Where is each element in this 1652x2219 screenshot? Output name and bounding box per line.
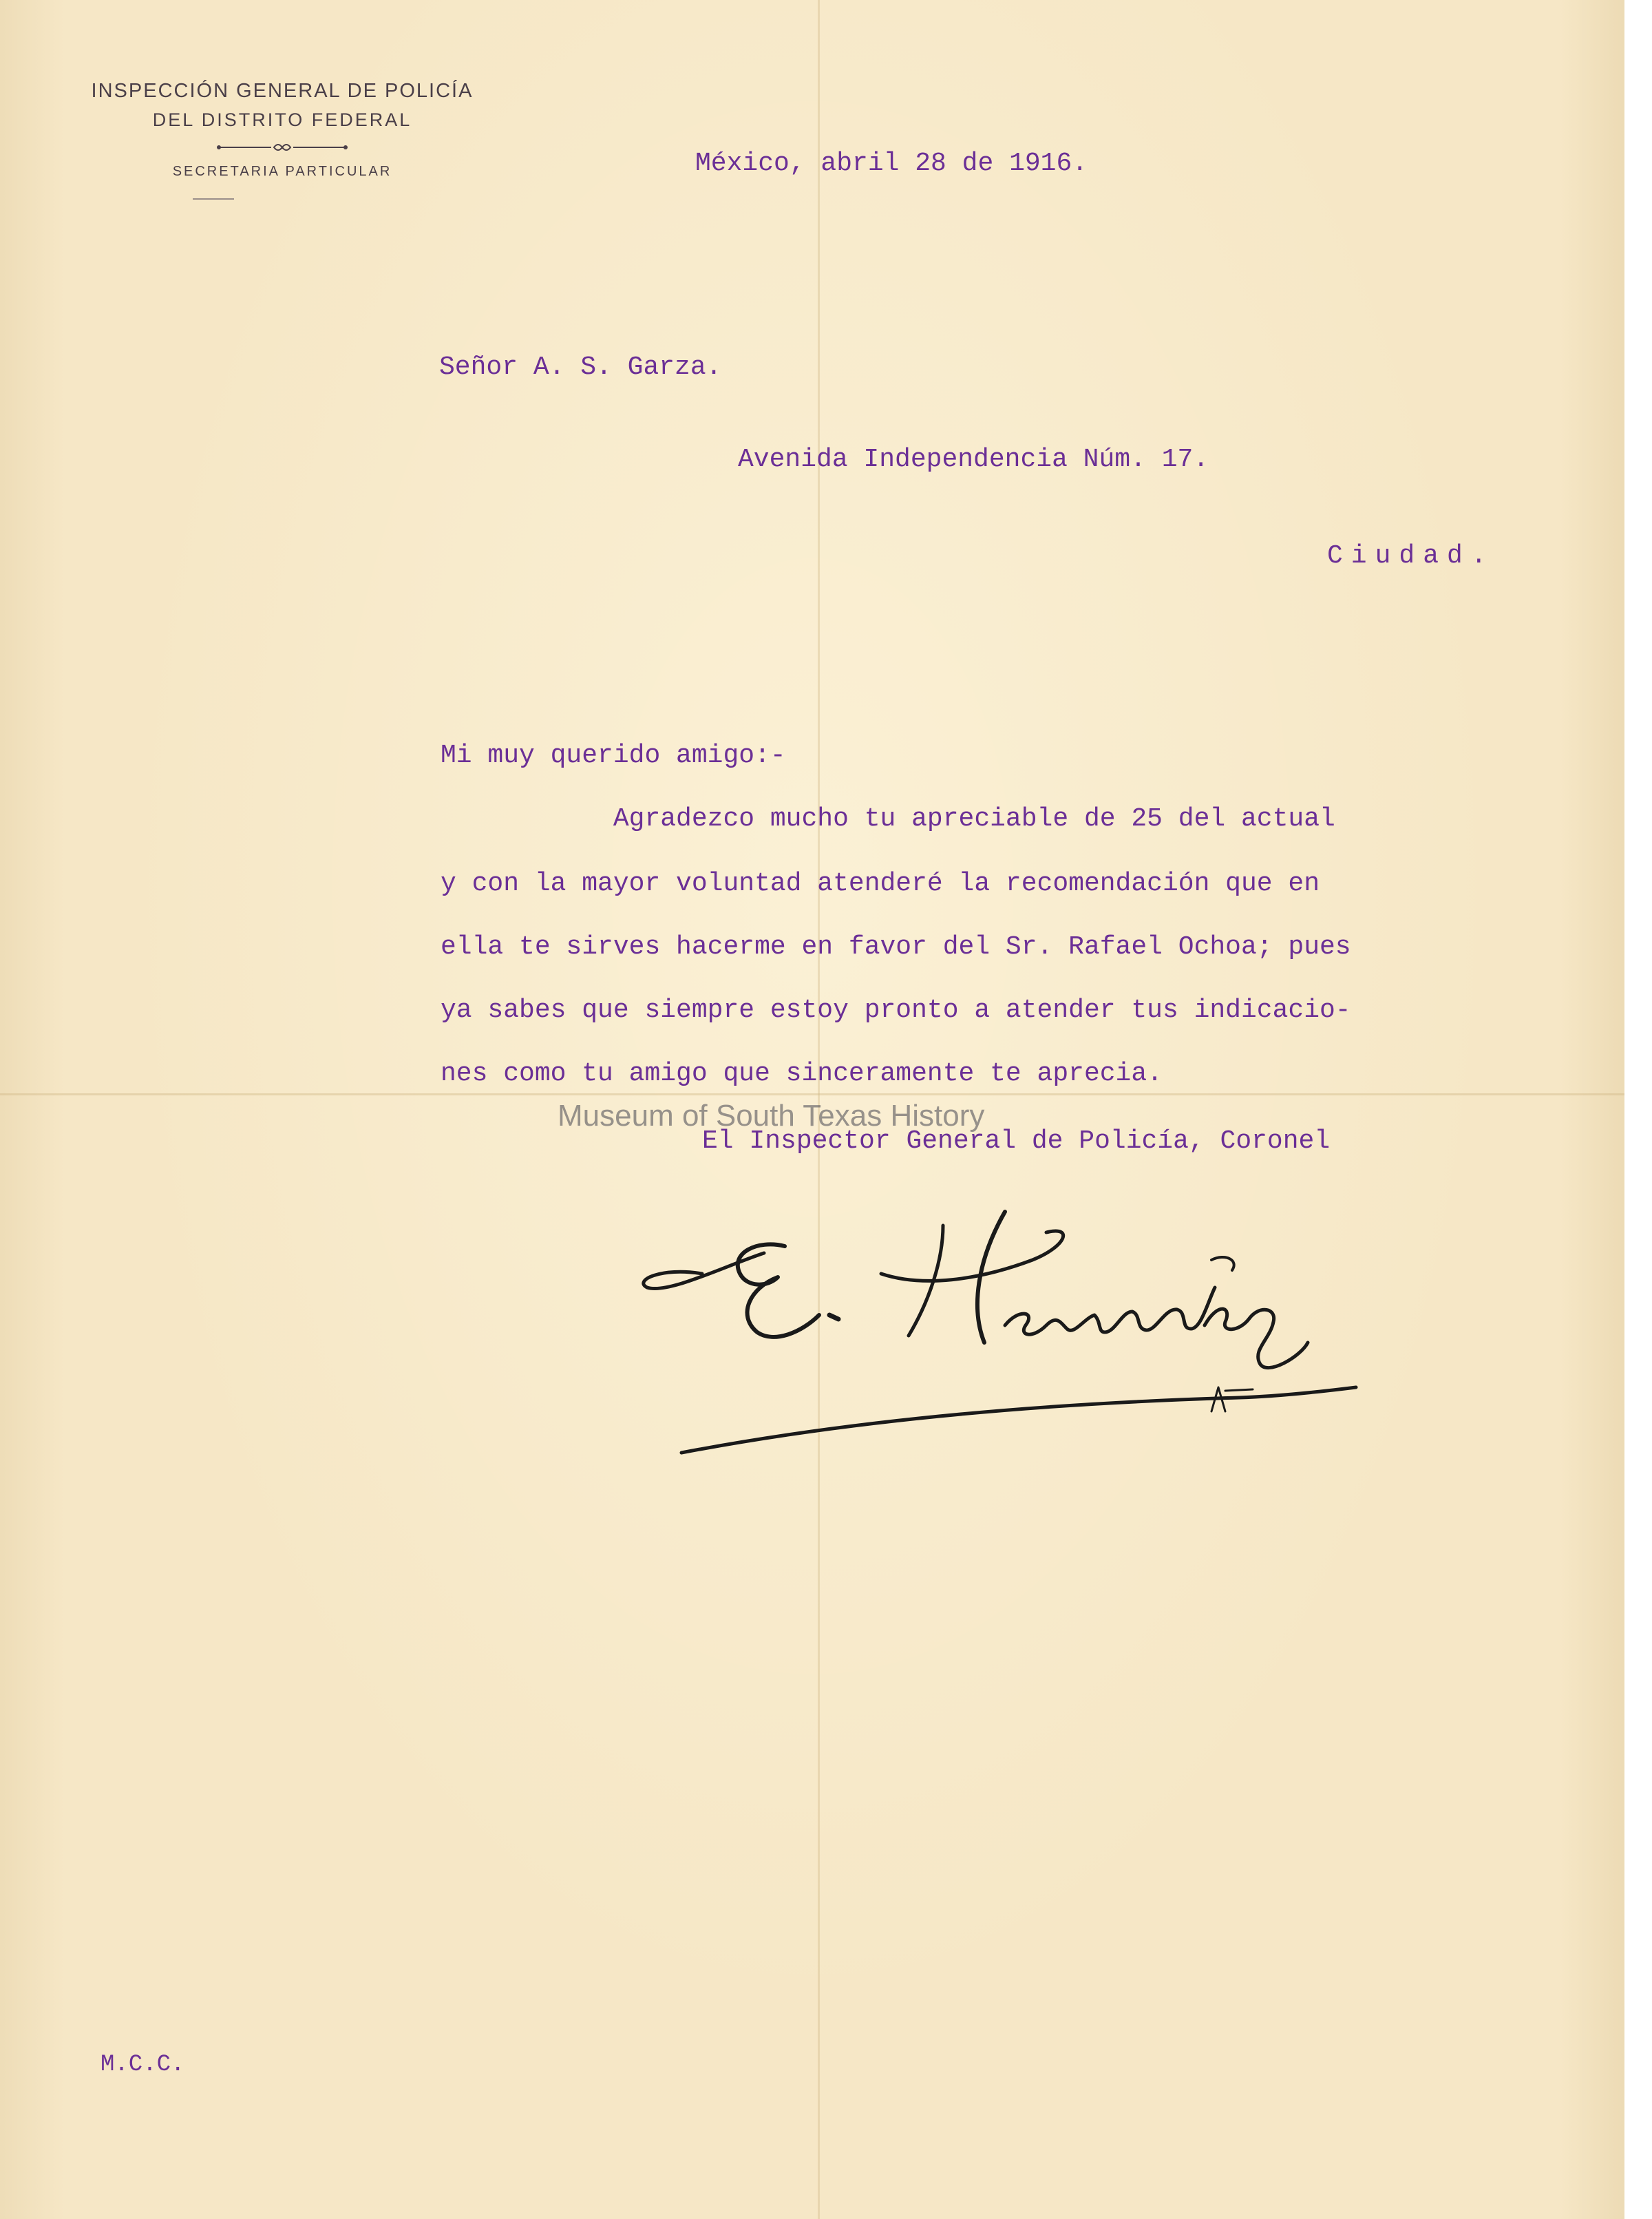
letterhead	[55, 76, 509, 200]
letterhead-line-2: DEL DISTRITO FEDERAL	[152, 109, 412, 130]
body-line: y con la mayor voluntad atenderé la recomendación que en	[441, 869, 1320, 898]
body-line: ya sabes que siempre estoy pronto a atender tus indicacio-	[441, 996, 1351, 1025]
letterhead-dash	[193, 198, 234, 200]
ornament-divider-icon	[213, 140, 351, 154]
letterhead-line-3: SECRETARIA PARTICULAR	[172, 164, 392, 179]
city: Ciudad.	[1327, 541, 1495, 571]
body-line: ella te sirves hacerme en favor del Sr. Rafael Ochoa; pues	[441, 932, 1351, 962]
letterhead-line-1: INSPECCIÓN GENERAL DE POLICÍA	[91, 80, 474, 102]
body-line: nes como tu amigo que sinceramente te aprecia.	[441, 1059, 1163, 1089]
letter-date: México, abril 28 de 1916.	[695, 149, 1088, 178]
salutation: Mi muy querido amigo:-	[441, 741, 786, 770]
handwritten-signature	[620, 1184, 1487, 1480]
horizontal-fold-line	[0, 1093, 1624, 1095]
address: Avenida Independencia Núm. 17.	[738, 445, 1209, 474]
museum-watermark: Museum of South Texas History	[558, 1099, 985, 1133]
closing-title: El Inspector General de Policía, Coronel	[702, 1126, 1331, 1156]
typist-initials: M.C.C.	[100, 2052, 185, 2078]
body-line: Agradezco mucho tu apreciable de 25 del actual	[441, 804, 1335, 834]
addressee: Señor A. S. Garza.	[439, 353, 722, 382]
